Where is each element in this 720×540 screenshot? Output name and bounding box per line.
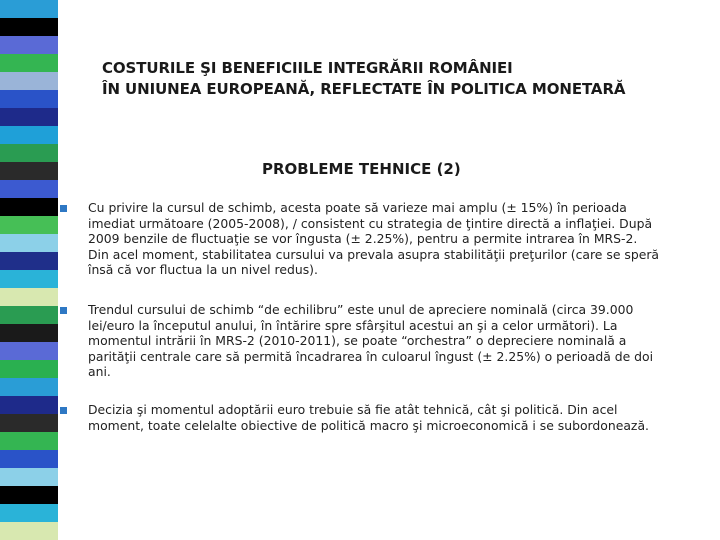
stripe-segment — [0, 72, 58, 90]
stripe-segment — [0, 378, 58, 396]
bullet-list — [60, 200, 660, 457]
stripe-segment — [0, 36, 58, 54]
slide-title-line-1: COSTURILE ŞI BENEFICIILE INTEGRĂRII ROMÂNIEI — [102, 59, 513, 77]
stripe-segment — [0, 234, 58, 252]
stripe-segment — [0, 198, 58, 216]
stripe-segment — [0, 252, 58, 270]
stripe-segment — [0, 108, 58, 126]
bullet-text: Trendul cursului de schimb “de echilibru” este unul de apreciere nominală (circa 39.000 lei/euro la începutul anului, în întărire spre sfârşitul acestui an şi a celor următori). La momentul intrării în MRS-2 (2010-2011), se poate “orchestra” o depreciere nominală a parităţii centrale care să permită încadrarea în culoarul îngust (± 2.25%) o perioadă de doi ani. — [88, 301, 654, 380]
stripe-segment — [0, 504, 58, 522]
stripe-segment — [0, 414, 58, 432]
decorative-stripe-bar — [0, 0, 58, 540]
stripe-segment — [0, 18, 58, 36]
stripe-segment — [0, 288, 58, 306]
stripe-segment — [0, 180, 58, 198]
bullet-text: Decizia şi momentul adoptării euro trebuie să fie atât tehnică, cât şi politică. Din acel moment, toate celelalte obiective de politică macro şi microeconomică i se subordonează. — [88, 401, 649, 433]
stripe-segment — [0, 432, 58, 450]
square-bullet-icon — [60, 407, 67, 414]
stripe-segment — [0, 468, 58, 486]
slide-title-line-2: ÎN UNIUNEA EUROPEANĂ, REFLECTATE ÎN POLITICA MONETARĂ — [102, 80, 626, 98]
stripe-segment — [0, 0, 58, 18]
stripe-segment — [0, 522, 58, 540]
stripe-segment — [0, 486, 58, 504]
stripe-segment — [0, 144, 58, 162]
bullet-text: Cu privire la cursul de schimb, acesta poate să varieze mai amplu (± 15%) în perioada imediat următoare (2005-2008), / consistent cu strategia de ţintire directă a inflaţiei. După 2009 benzile de fluctuaţie se vor îngusta (± 2.25%), pentru a permite intrarea în MRS-2. Din acel moment, stabilitatea cursului va prevala asupra stabilităţii preţurilor (care se speră însă că vor fluctua la un nivel redus). — [88, 200, 660, 278]
stripe-segment — [0, 342, 58, 360]
bullet-item — [60, 200, 660, 278]
stripe-segment — [0, 126, 58, 144]
slide-title — [102, 58, 702, 100]
stripe-segment — [0, 450, 58, 468]
square-bullet-icon — [60, 307, 67, 314]
bullet-item — [60, 402, 660, 433]
stripe-segment — [0, 90, 58, 108]
stripe-segment — [0, 396, 58, 414]
stripe-segment — [0, 216, 58, 234]
stripe-segment — [0, 324, 58, 342]
stripe-segment — [0, 306, 58, 324]
bullet-item — [60, 302, 660, 380]
stripe-segment — [0, 54, 58, 72]
stripe-segment — [0, 270, 58, 288]
section-title: PROBLEME TEHNICE (2) — [262, 160, 461, 178]
stripe-segment — [0, 360, 58, 378]
stripe-segment — [0, 162, 58, 180]
square-bullet-icon — [60, 205, 67, 212]
